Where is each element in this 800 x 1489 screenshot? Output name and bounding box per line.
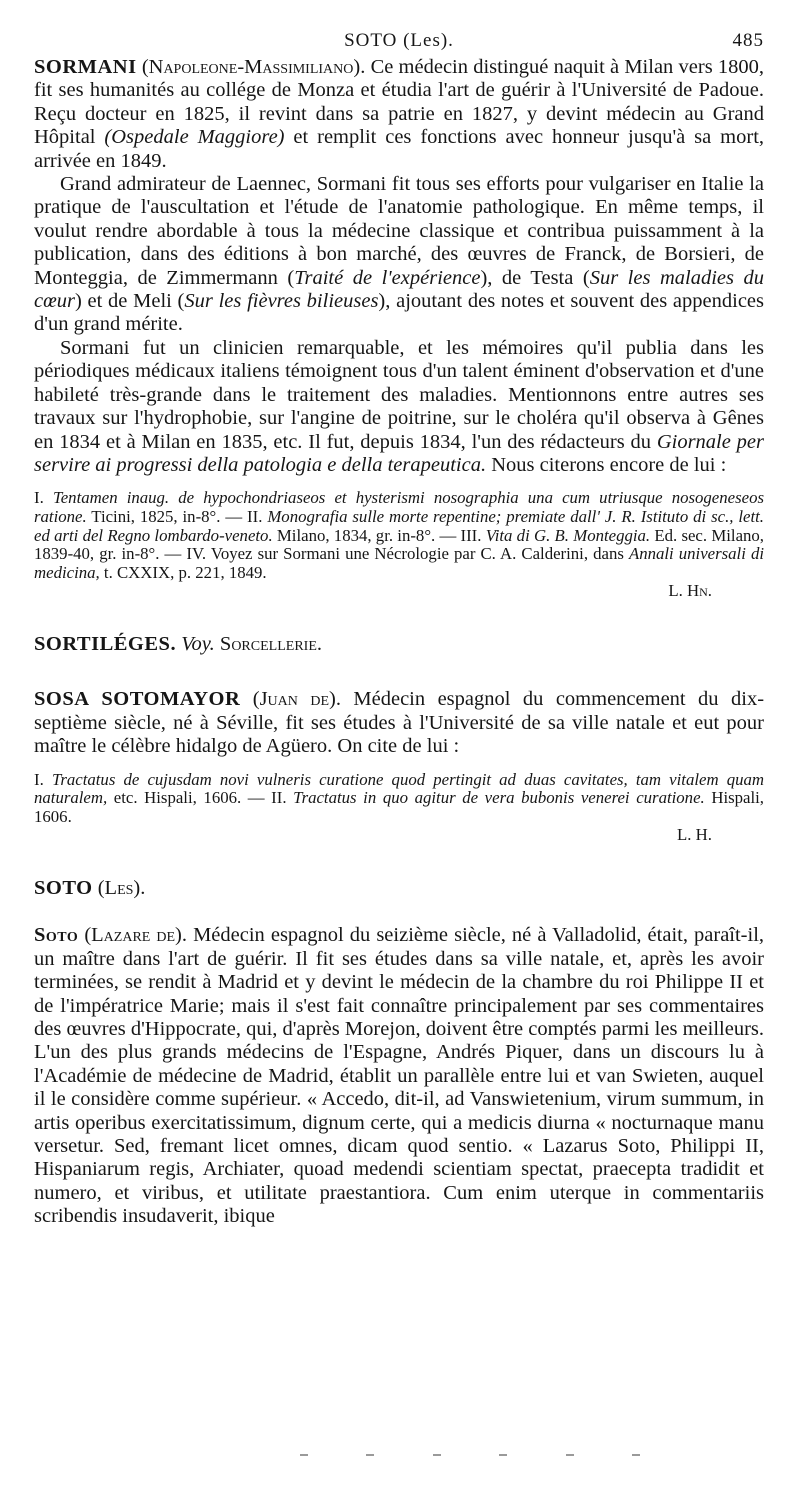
entry-sortileges	[34, 633, 764, 656]
text-italic: Monografia sulle morte repentine; premiate dall' J. R. Istituto di sc., lett. ed arti del Regno lombardo-veneto.	[34, 506, 764, 545]
entry-sormani-p1	[34, 56, 764, 173]
text-italic: Giornale per servire ai progressi della patologia e della terapeutica.	[34, 430, 764, 476]
running-head	[34, 30, 764, 56]
text: ), de Testa (	[480, 266, 590, 289]
entry-sosa-p1	[34, 688, 764, 758]
signature-sormani: L. Hn.	[668, 581, 712, 601]
entry-name-soto-lazare: (Lazare de).	[84, 924, 188, 947]
entry-sosa-bibliography	[34, 771, 764, 827]
text: Ce médecin distingué naquit à Milan vers 1800, fit ses humanités au collége de Monza et étudia l'art de guérir à l'Université de Padoue. Reçu docteur en 1825, il revint dans sa patrie en 1827, y devint médecin au Grand Hôpital	[34, 56, 765, 149]
text: etc. Hispali, 1606. — II.	[113, 788, 287, 808]
text-italic: Vita di G. B. Monteggia.	[485, 525, 651, 545]
text: et remplit ces fonctions avec honneur jusqu'à sa mort, arrivée en 1849.	[34, 126, 765, 172]
text-italic: Sur les maladies du cœur	[34, 266, 764, 313]
text: Ticini, 1825, in-8°. — II.	[91, 506, 263, 526]
text: Nous citerons encore de lui :	[491, 453, 727, 476]
footer-marks	[300, 1454, 640, 1460]
text-italic: (Ospedale Maggiore)	[104, 126, 285, 149]
entry-name-soto: (Les).	[97, 876, 146, 899]
text: I.	[34, 488, 44, 508]
text-italic: Traité de l'expérience	[294, 266, 481, 289]
text-italic: Voy.	[181, 632, 215, 655]
cross-reference: Sorcellerie.	[219, 632, 322, 655]
text: ), ajoutant des notes et souvent des appendices d'un grand mérite.	[34, 290, 764, 336]
text-italic: Annali universali di medicina,	[34, 544, 765, 582]
text: t. CXXIX, p. 221, 1849.	[103, 562, 267, 582]
text: Grand admirateur de Laennec, Sormani fit tous ses efforts pour vulgariser en Italie la pratique de l'auscultation et l'étude de l'anatomie pathologique. En même temps, il voulut rendre abordable à tous la médecine classique et contribua puissamment à la publication, dans des éditions à bon marché, des œuvres de Franck, de Borsieri, de Monteggia, de Zimmermann (	[34, 173, 764, 289]
text-italic: Tractatus in quo agitur de vera bubonis venerei curatione.	[293, 788, 705, 808]
entry-name-sosa: (Juan de).	[252, 688, 341, 711]
entry-head-soto-lazare: Soto	[34, 924, 79, 947]
entry-sormani-p2	[34, 173, 764, 337]
text-italic: Tentamen inaug. de hypochondriaseos et hysterismi nosographia una cum utriusque nosogeneseos ratione.	[34, 488, 764, 526]
text: Médecin espagnol du seizième siècle, né à Valladolid, était, paraît-il, un maître dans l'art de guérir. Il fit ses études dans sa ville natale, et, après les avoir terminées, se rendit à Madrid et y devint le médecin de la chambre du roi Philippe II et de l'impératrice Marie; mais il s'est fait connaître principalement par ses commentaires des œuvres d'Hippocrate, qui, d'après Morejon, doivent être comptés parmi les meilleurs. L'un des plus grands médecins de l'Espagne, Andrés Piquer, dans un discours lu à l'Académie de médecine de Madrid, établit un parallèle entre lui et van Swieten, auquel il le considère comme supérieur. « Accedo, dit-il, ad Vanswietenium, virum summum, in artis operibus exercitatissimum, dignum certe, qui a medicis diurna « nocturnaque manu versetur. Sed, fremant licet omnes, dicam quod sentio. « Lazarus Soto, Philippi II, Hispaniarum regis, Archiater, quoad medendi scientiam spectat, praecepta tradidit et numero, et viribus, et utilitate praestantiora. Cum enim uterque in commentariis scribendis insudaverit, ibique	[34, 924, 765, 1228]
entry-head-sormani: SORMANI	[34, 56, 137, 78]
entry-head-soto: SOTO	[34, 876, 93, 899]
entry-head-sosa: SOSA SOTOMAYOR	[34, 688, 241, 711]
text: ) et de Meli (	[75, 290, 185, 313]
text: Médecin espagnol du commencement du dix-septième siècle, né à Séville, fit ses études à l'Université de sa ville natale et eut pour maître le célèbre hidalgo de Agüero. On cite de lui :	[34, 688, 765, 758]
text: Milano, 1834, gr. in-8°. — III.	[276, 525, 482, 545]
entry-sormani-bibliography	[34, 489, 764, 582]
text: Ed. sec. Milano, 1839-40, gr. in-8°. — IV. Voyez sur Sormani une Nécrologie par C. A. Calderini, dans	[34, 525, 764, 564]
entry-soto-lazare-p1	[34, 924, 764, 1228]
page	[34, 30, 764, 1229]
text-italic: Tractatus de cujusdam novi vulneris curatione quod pertingit ad duas cavitates, tam vitalem quam naturalem,	[34, 769, 764, 808]
running-head-title: SOTO (Les).	[344, 30, 454, 51]
entry-name-sormani: (Napoleone-Massimiliano).	[141, 56, 366, 78]
page-number: 485	[732, 30, 764, 51]
text-italic: Sur les fièvres bilieuses	[184, 290, 379, 313]
entry-soto	[34, 877, 764, 900]
signature-sosa: L. H.	[677, 825, 712, 845]
text: I.	[34, 769, 44, 789]
entry-head-sortileges: SORTILÉGES.	[34, 632, 177, 655]
entry-sormani-p3	[34, 337, 764, 477]
text: Hispali, 1606.	[34, 788, 764, 826]
text: Sormani fut un clinicien remarquable, et les mémoires qu'il publia dans les périodiques médicaux italiens témoignent tous d'un talent éminent d'observation et d'une habileté très-grande dans le traitement des maladies. Mentionnons entre autres ses travaux sur l'hydrophobie, sur l'angine de poitrine, sur le choléra qu'il observa à Gênes en 1834 et à Milan en 1835, etc. Il fut, depuis 1834, l'un des rédacteurs du	[34, 336, 764, 453]
